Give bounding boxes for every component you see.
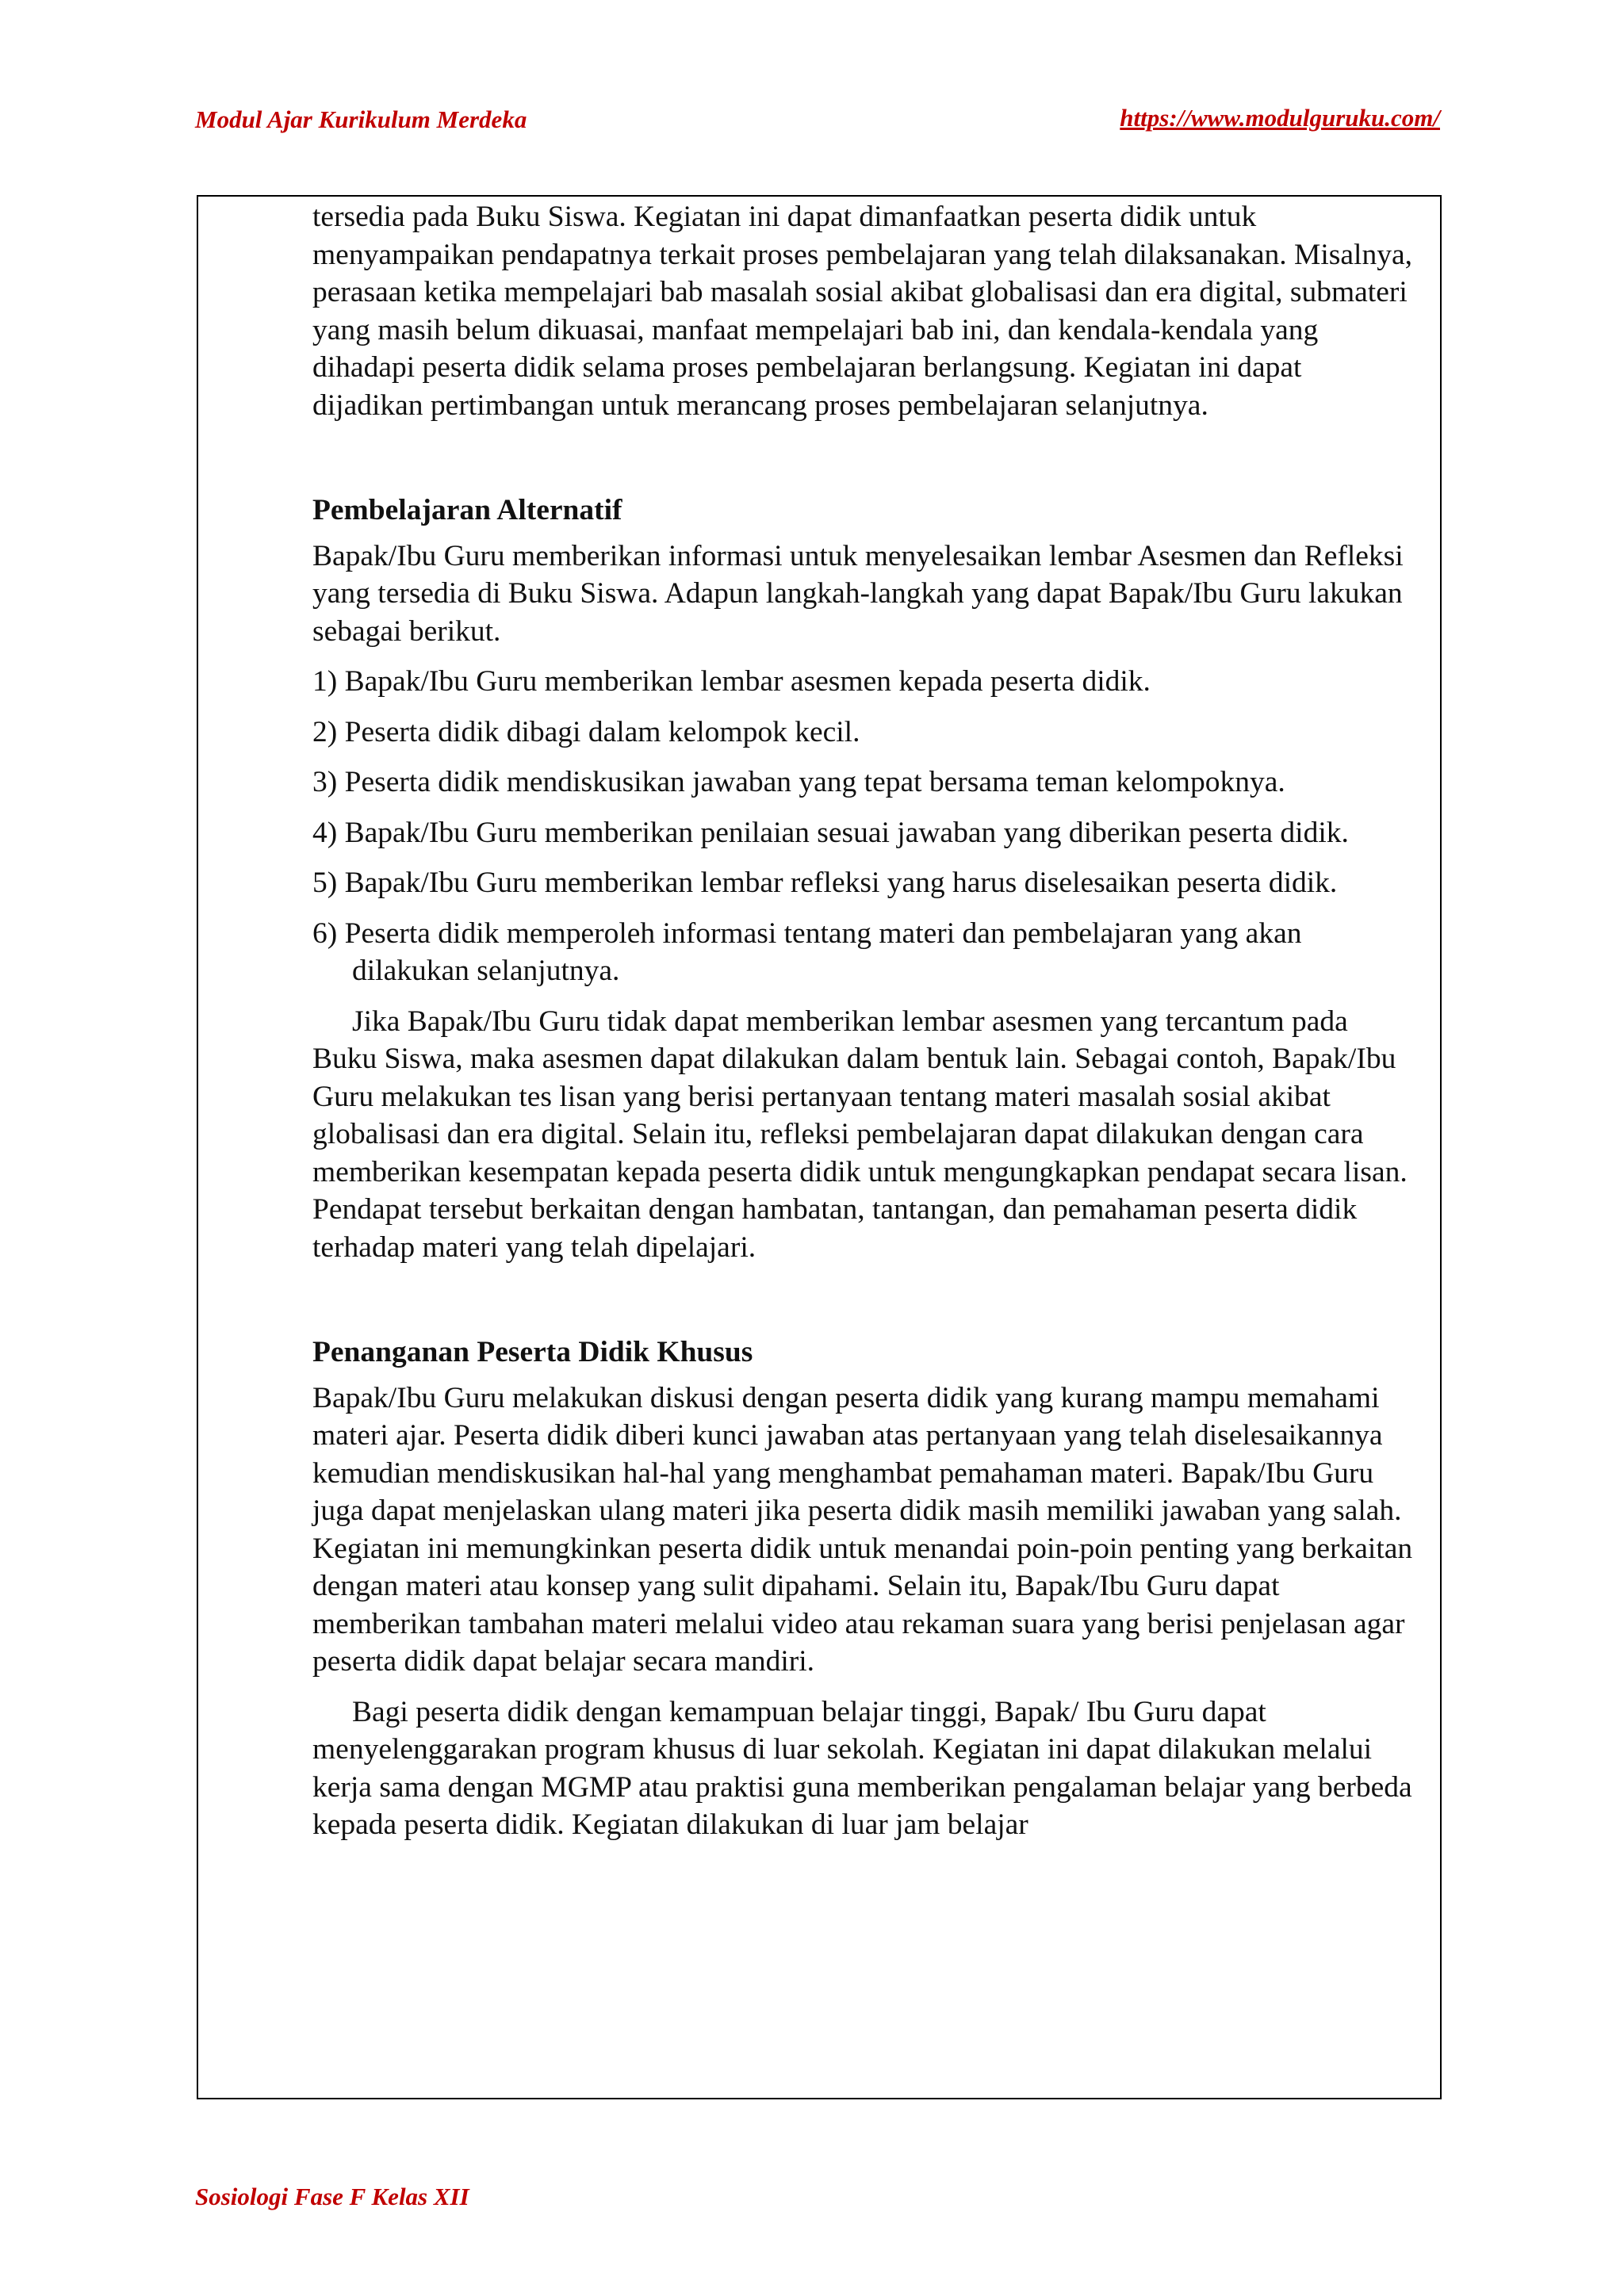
section2-paragraph-2: Bagi peserta didik dengan kemampuan belajar tinggi, Bapak/ Ibu Guru dapat menyelenggarakan program khusus di luar sekolah. Kegiatan ini dapat dilakukan melalui kerja sama dengan MGMP atau praktisi guna memberikan pengalaman belajar yang berbeda kepada peserta didik. Kegiatan dilakukan di luar jam belajar [312, 1695, 1412, 1841]
header-website-link[interactable]: https://www.modulguruku.com/ [1120, 104, 1440, 132]
list-item: 3) Peserta didik mendiskusikan jawaban yang tepat bersama teman kelompoknya. [312, 766, 1285, 798]
list-item: 1) Bapak/Ibu Guru memberikan lembar asesmen kepada peserta didik. [312, 665, 1151, 698]
section2-paragraph-1: Bapak/Ibu Guru melakukan diskusi dengan peserta didik yang kurang mampu memahami materi ajar. Peserta didik diberi kunci jawaban atas pertanyaan yang telah diselesaikannya kemudian mendiskusikan hal-hal yang menghambat pemahaman materi. Bapak/Ibu Guru juga dapat menjelaskan ulang materi jika peserta didik masih memiliki jawaban yang salah. Kegiatan ini memungkinkan peserta didik untuk menandai poin-poin penting yang berkaitan dengan materi atau konsep yang sulit dipahami. Selain itu, Bapak/Ibu Guru dapat memberikan tambahan materi melalui video atau rekaman suara yang berisi penjelasan agar peserta didik dapat belajar secara mandiri. [312, 1381, 1413, 1678]
section-heading-khusus: Penanganan Peserta Didik Khusus [312, 1336, 753, 1368]
content-frame [197, 195, 1442, 2099]
section1-closing: Jika Bapak/Ibu Guru tidak dapat memberikan lembar asesmen yang tercantum pada Buku Siswa, maka asesmen dapat dilakukan dalam bentuk lain. Sebagai contoh, Bapak/Ibu Guru melakukan tes lisan yang berisi pertanyaan tentang materi masalah sosial akibat globalisasi dan era digital. Selain itu, refleksi pembelajaran dapat dilakukan dengan cara memberikan kesempatan kepada peserta didik untuk mengungkapkan pendapat secara lisan. Pendapat tersebut berkaitan dengan hambatan, tantangan, dan pemahaman peserta didik terhadap materi yang telah dipelajari. [312, 1004, 1408, 1264]
footer-subject-label: Sosiologi Fase F Kelas XII [195, 2183, 469, 2210]
content-body [312, 198, 1415, 1844]
section1-intro: Bapak/Ibu Guru memberikan informasi untuk menyelesaikan lembar Asesmen dan Refleksi yang tersedia di Buku Siswa. Adapun langkah-langkah yang dapat Bapak/Ibu Guru lakukan sebagai berikut. [312, 539, 1404, 648]
intro-paragraph: tersedia pada Buku Siswa. Kegiatan ini dapat dimanfaatkan peserta didik untuk menyampaikan pendapatnya terkait proses pembelajaran yang telah dilaksanakan. Misalnya, perasaan ketika mempelajari bab masalah sosial akibat globalisasi dan era digital, submateri yang masih belum dikuasai, manfaat mempelajari bab ini, dan kendala-kendala yang dihadapi peserta didik selama proses pembelajaran berlangsung. Kegiatan ini dapat dijadikan pertimbangan untuk merancang proses pembelajaran selanjutnya. [312, 201, 1412, 422]
list-item: 2) Peserta didik dibagi dalam kelompok kecil. [312, 715, 860, 748]
list-item: 5) Bapak/Ibu Guru memberikan lembar refleksi yang harus diselesaikan peserta didik. [312, 867, 1338, 899]
list-item: 4) Bapak/Ibu Guru memberikan penilaian sesuai jawaban yang diberikan peserta didik. [312, 816, 1349, 849]
list-item: 6) Peserta didik memperoleh informasi tentang materi dan pembelajaran yang akan dilakukan selanjutnya. [312, 916, 1302, 987]
header-module-title: Modul Ajar Kurikulum Merdeka [195, 105, 527, 133]
section-heading-alternatif: Pembelajaran Alternatif [312, 494, 622, 526]
